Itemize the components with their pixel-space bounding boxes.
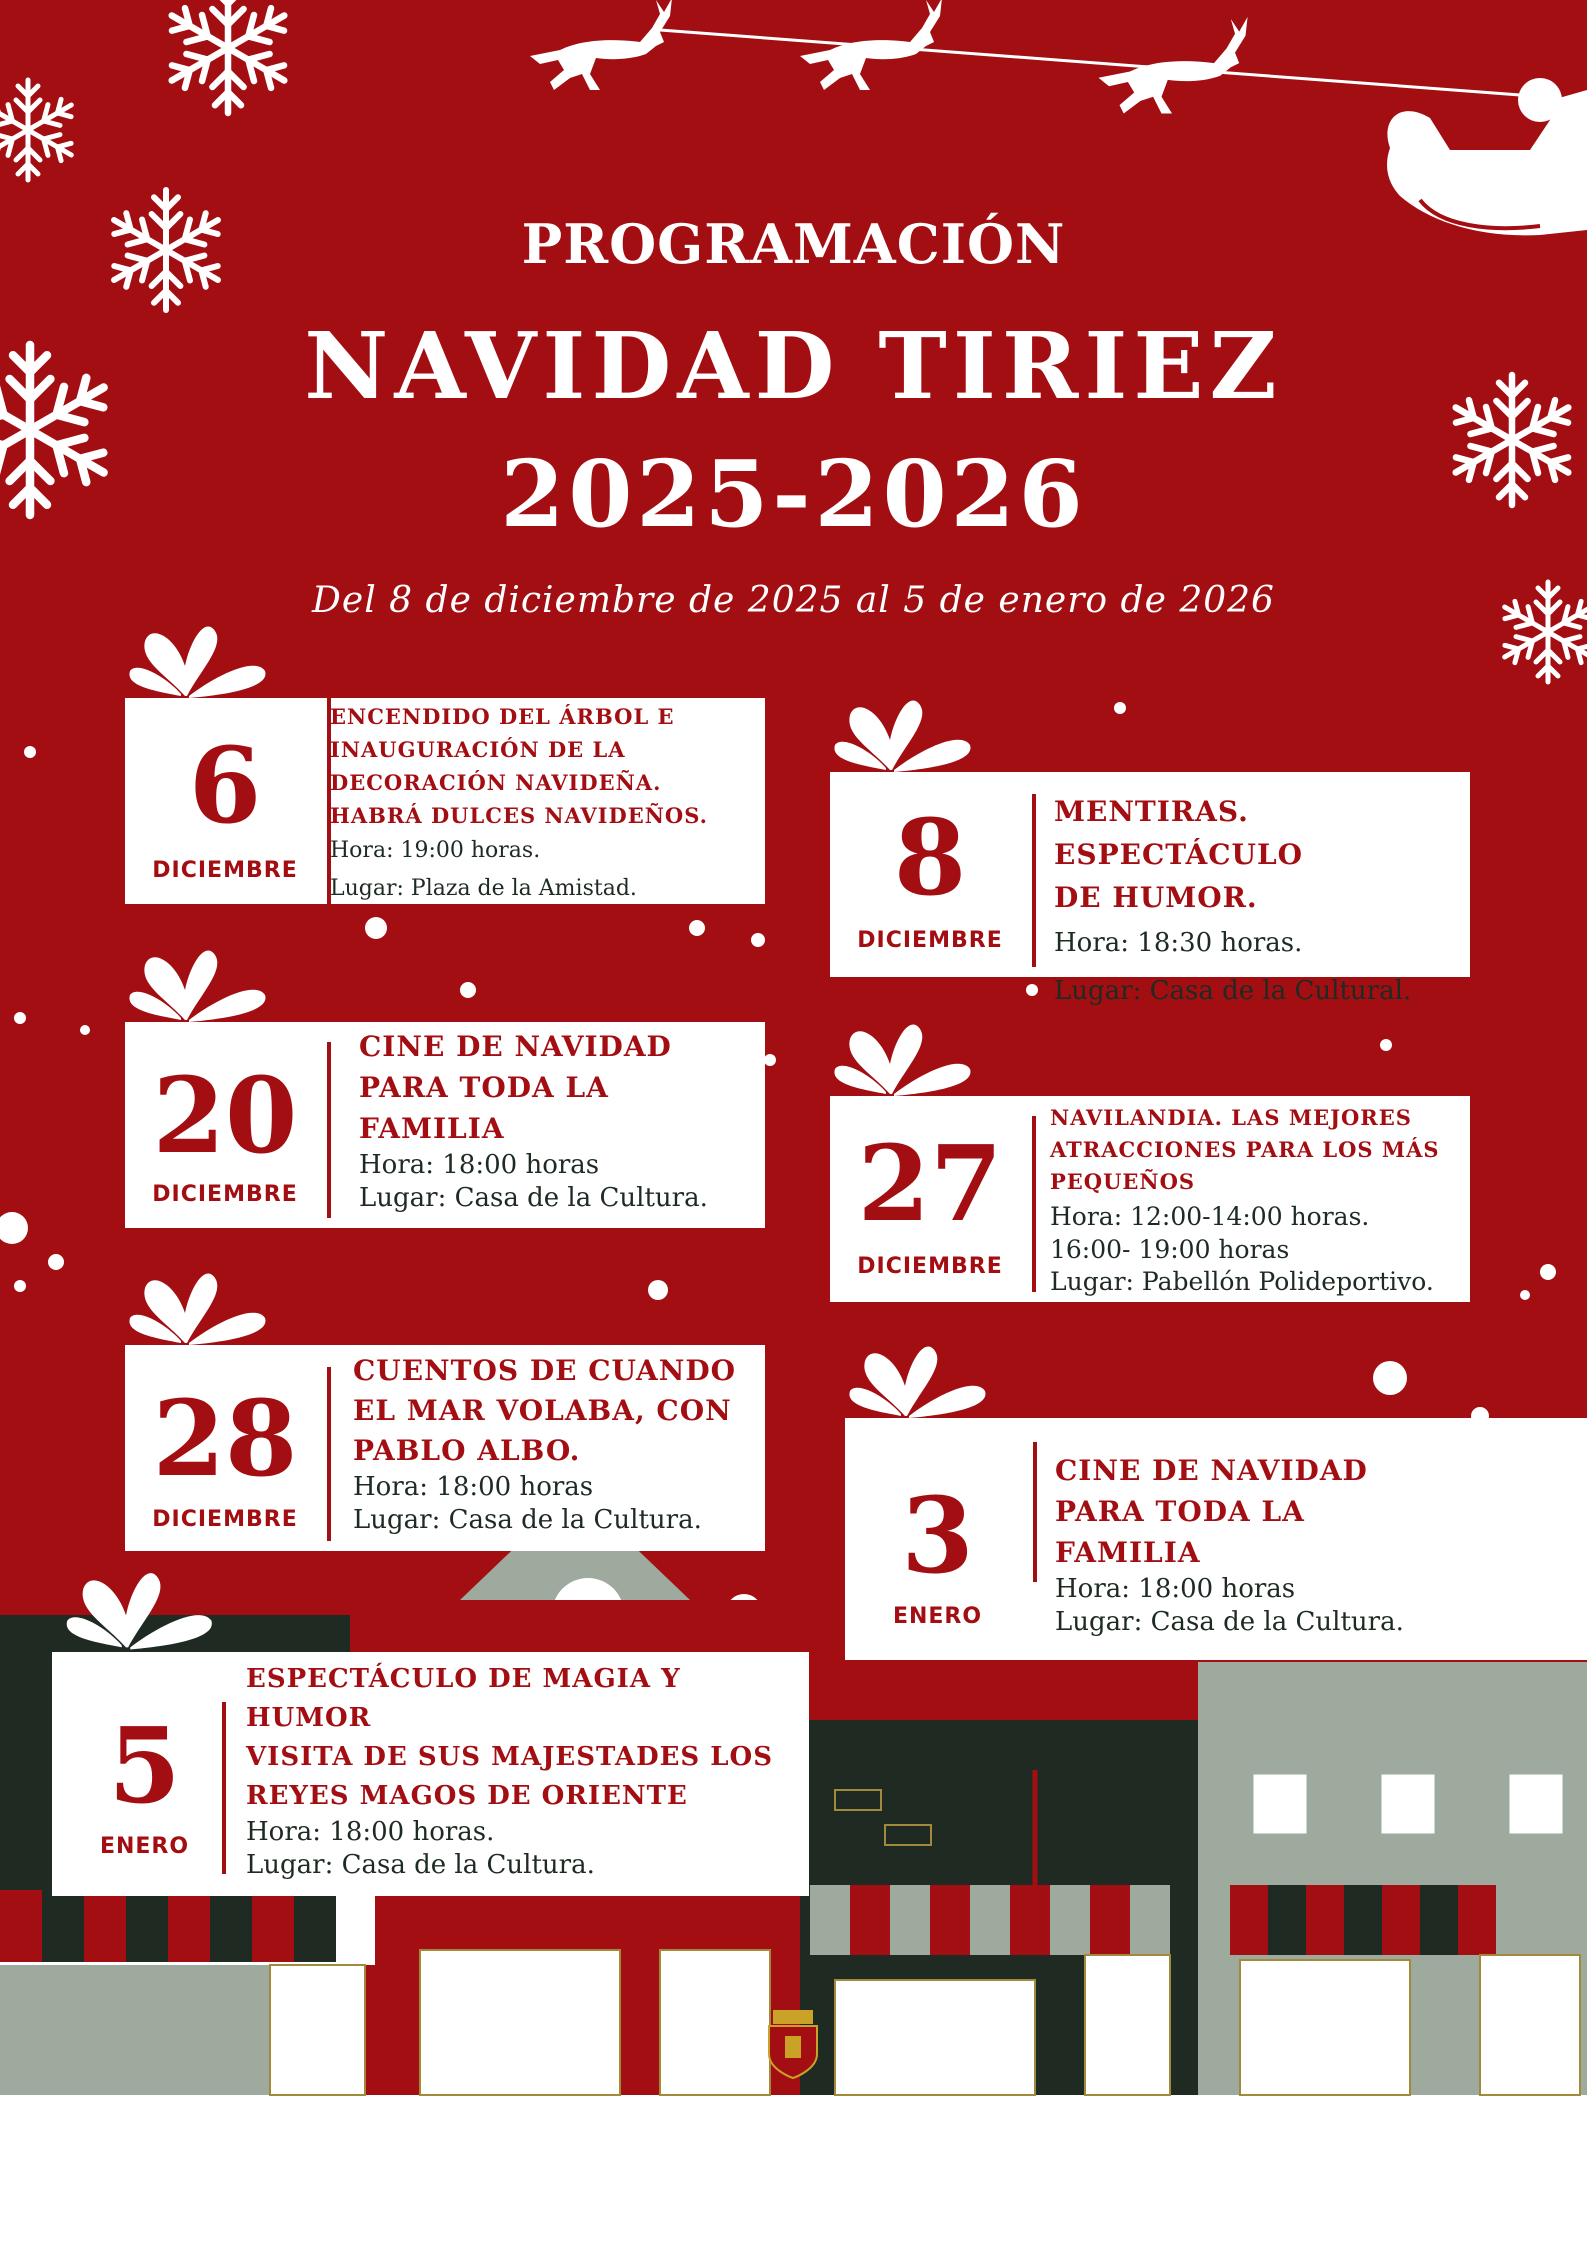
event-hour-2: 16:00- 19:00 horas (1050, 1235, 1290, 1264)
event-place: Lugar: Casa de la Cultural. (1054, 976, 1412, 1006)
event-card (125, 698, 765, 904)
event-month: ENERO (99, 1834, 190, 1859)
gift-bow-icon (62, 1562, 312, 1658)
header-dates: Del 8 de diciembre de 2025 al 5 de enero de 2026 (312, 580, 1275, 621)
event-title: CUENTOS DE CUANDO EL MAR VOLABA, CON PABLO ALBO. (353, 1354, 737, 1467)
event-title: ESPECTÁCULO DE MAGIA Y HUMOR VISITA DE SUS MAJESTADES LOS REYES MAGOS DE ORIENTE (246, 1664, 773, 1811)
event-day: 3 (901, 1474, 974, 1597)
header-title: NAVIDAD TIRIEZ (304, 312, 1283, 420)
header-years: 2025-2026 (500, 440, 1087, 548)
event-month: ENERO (892, 1604, 983, 1629)
event-divider (222, 1702, 226, 1874)
gift-bow-icon (125, 1263, 355, 1353)
event-month: DICIEMBRE (152, 1182, 298, 1207)
gift-bow-icon (830, 690, 1060, 780)
event-title: CINE DE NAVIDAD PARA TODA LA FAMILIA (359, 1030, 672, 1145)
event-title: ENCENDIDO DEL ÁRBOL E INAUGURACIÓN DE LA DECORACIÓN NAVIDEÑA. HABRÁ DULCES NAVIDEÑOS. (330, 704, 708, 828)
event-day: 27 (857, 1122, 1003, 1245)
event-divider (1032, 794, 1036, 967)
event-month: DICIEMBRE (857, 928, 1003, 953)
event-divider (1032, 1116, 1036, 1292)
gift-bow-icon (830, 1014, 1060, 1104)
event-card (830, 1096, 1470, 1302)
event-card (125, 1345, 765, 1551)
header-kicker: PROGRAMACIÓN (521, 212, 1066, 276)
event-day: 5 (108, 1704, 181, 1827)
event-place: Lugar: Casa de la Cultura. (359, 1183, 708, 1213)
event-day: 20 (152, 1054, 298, 1177)
event-card (830, 772, 1470, 1006)
event-hour: Hora: 18:30 horas. (1054, 928, 1303, 958)
event-title: MENTIRAS. ESPECTÁCULO DE HUMOR. (1054, 795, 1304, 914)
event-place: Lugar: Pabellón Polideportivo. (1050, 1267, 1434, 1296)
event-month: DICIEMBRE (152, 1507, 298, 1532)
event-day: 28 (152, 1377, 298, 1500)
event-divider (327, 1367, 331, 1541)
event-title: CINE DE NAVIDAD PARA TODA LA FAMILIA (1055, 1454, 1368, 1569)
event-place: Lugar: Plaza de la Amistad. (330, 876, 637, 901)
event-card (52, 1652, 809, 1896)
event-hour: Hora: 18:00 horas (1055, 1574, 1296, 1604)
gift-bow-icon (845, 1336, 1075, 1426)
event-day: 8 (893, 796, 967, 919)
gift-bow-icon (125, 616, 355, 706)
event-hour: Hora: 18:00 horas (359, 1150, 600, 1180)
event-hour: Hora: 12:00-14:00 horas. (1050, 1202, 1370, 1231)
event-title: NAVILANDIA. LAS MEJORES ATRACCIONES PARA LOS MÁS PEQUEÑOS (1050, 1105, 1440, 1194)
event-hour: Hora: 18:00 horas. (246, 1817, 495, 1847)
event-divider (327, 1042, 331, 1218)
event-divider (1033, 1442, 1037, 1582)
event-place: Lugar: Casa de la Cultura. (353, 1505, 702, 1535)
event-card (125, 1022, 765, 1228)
event-day: 6 (188, 724, 262, 847)
event-month: DICIEMBRE (152, 858, 298, 883)
event-place: Lugar: Casa de la Cultura. (1055, 1607, 1404, 1637)
event-hour: Hora: 18:00 horas (353, 1472, 594, 1502)
event-hour: Hora: 19:00 horas. (330, 838, 541, 863)
event-card (845, 1418, 1587, 1660)
event-place: Lugar: Casa de la Cultura. (246, 1850, 595, 1880)
gift-bow-icon (125, 940, 355, 1030)
event-month: DICIEMBRE (857, 1254, 1003, 1279)
